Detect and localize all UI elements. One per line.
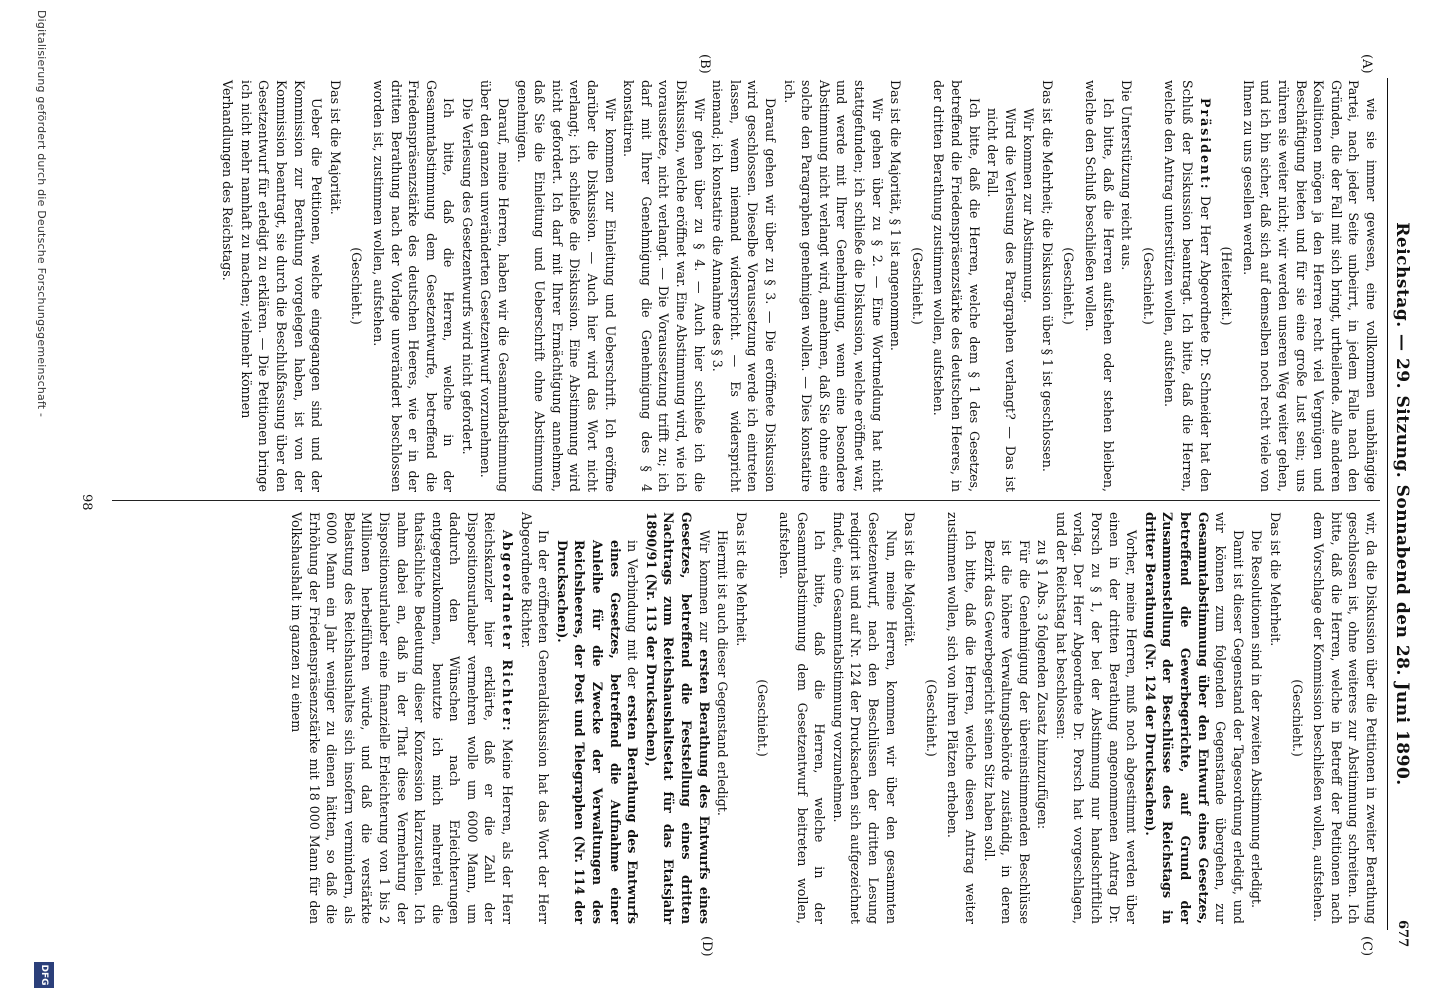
margin-mark-a: (A) (1359, 54, 1374, 74)
paragraph-text: Wird die Verlesung des Paragraphen verlangt? — Das ist nicht der Fall. (985, 108, 1018, 492)
paragraph-text: In der eröffneten Generaldiskussion hat das Wort der Herr Abgeordnete Richter. (518, 512, 552, 924)
paragraph (901, 512, 919, 924)
dfg-logo: DFG (34, 962, 54, 988)
page-number-top: 677 (1395, 920, 1410, 948)
paragraph (922, 512, 940, 924)
paragraph-text: Darauf, meine Herren, haben wir die Gesammtabstimmung über den ganzen unveränderten Gesetzentwurf vorzunehmen. (478, 80, 512, 492)
paragraph-text: Ich bitte, daß die Herren aufstehen oder stehen bleiben, welche den Schluß beschließen wollen. (1083, 80, 1116, 492)
paragraph-text: Das ist die Mehrheit; die Diskussion über § 1 ist geschlossen. (1039, 80, 1055, 472)
paragraph-text: Das ist die Majorität. (902, 512, 918, 647)
paragraph (642, 512, 712, 924)
margin-mark-d: (D) (699, 936, 714, 957)
paragraph-text: Die Resolutionen sind in der zweiten Abstimmung erledigt. (1249, 530, 1265, 908)
paragraph-text: (Geschieht.) (1061, 247, 1077, 325)
paragraph-text: (Heiterkeit.) (1219, 246, 1235, 326)
paragraph-text: (Geschieht.) (1140, 247, 1156, 325)
paragraph (1020, 80, 1038, 492)
paragraph-text: Ueber die Petitionen, welche eingegangen sind und der Kommission zur Berathung vorgelegen haben, ist von der Kommission beantragt, sie durch die Beschlußfassung über den Gesetzentwurf für erledigt zu erklären. — Die Petitionen bringe ich nicht mehr namhaft zu machen; vielmehr können (238, 80, 325, 492)
margin-mark-b: (B) (697, 54, 712, 74)
paragraph-text: Vorher, meine Herren, muß noch abgestimmt werden über einen in der dritten Berathung angenommenen Antrag Dr. Porsch zu § 1, der bei der Abstimmung nur handschriftlich vorlag. Der Herr Abgeordnete Dr. Porsch hat vorgeschlagen, und der Reichstag hat beschlossen: (1053, 512, 1140, 924)
paragraph (1239, 80, 1380, 492)
paragraph (1248, 512, 1266, 924)
paragraph-text: Wir kommen zur Einleitung und Ueberschrift. Ich eröffne darüber die Diskussion. — Auch hier wird das Wort nicht verlangt; ich schließe die Diskussion. Eine Abstimmung wird nicht gefordert. Ich darf mit Ihrer Ermächtigung annehmen, daß Sie die Einleitung und Ueberschrift ohne Abstimmung genehmigen. (514, 80, 618, 492)
speaker-name: Präsident: (1197, 98, 1213, 191)
paragraph (348, 80, 366, 492)
paragraph (1288, 512, 1306, 924)
page-header (1387, 78, 1414, 930)
paragraph (887, 80, 905, 492)
paragraph (1038, 80, 1056, 492)
paragraph (1034, 512, 1052, 924)
paragraph (1310, 512, 1380, 924)
paragraph-text: Ich bitte, daß die Herren, welche in der Gesammtabstimmung dem Gesetzentwurf beitreten wollen, aufstehen. (777, 512, 828, 924)
bold-agenda-item: ersten Berathung des Entwurfs eines Gesetzes, betreffend die Aufnahme einer Anleihe für die Zwecke der Verwaltungen des Reichsheeres, der Post und Telegraphen (Nr. 114 der Drucksachen). (554, 540, 641, 924)
paragraph-text: Die Verlesung des Gesetzentwurfs wird nicht gefordert. (459, 98, 475, 455)
paragraph-text: Wir kommen zur (696, 530, 712, 643)
paragraph-text: in Verbindung mit der (625, 540, 641, 689)
paragraph (980, 512, 1033, 924)
paragraph-text: Ich bitte, daß die Herren, welche diesen Antrag weiter zustimmen wollen, sich von ihren Plätzen erheben. (945, 512, 978, 924)
paragraph (219, 80, 237, 492)
paragraph-text: Ich bitte, daß die Herren, welche in der Gesammtabstimmung dem Gesetzentwurfe, betreffend die Friedenspräsenzstärke des deutschen Heeres, wie er in der dritten Berathung nach der Vorlage unverändert beschlossen worden ist, zustimmen wollen, aufstehen. (370, 80, 457, 492)
paragraph (930, 80, 983, 492)
paragraph-text: Meine Herren, als der Herr Reichskanzler hier erklärte, daß er die Zahl der Dispositionsurlauber vermehren wolle um 6000 Mann, um dadurch den Wünschen nach Erleichterungen entgegenzukommen, benutzte ich mich mehrerlei die thatsächliche Bedeutung dieser Konzession klarzustellen. Ich nahm dabei an, daß in der That diese Vermehrung der Dispositionsurlauber eine finanzielle Erleichterung von 1 bis 2 Millionen herbeiführen würde, und daß die verstärkte Belastung des Reichshaushaltes sich insofern vermindern, als 6000 Mann ein Jahr weniger zu dienen hätten, so daß die Erhöhung der Friedenspräsenzstärke mit 18 000 Mann für den Volkshaushalt im ganzen zu einem (288, 512, 516, 924)
paragraph-text: Wir gehen über zu § 2. — Eine Wortmeldung hat nicht stattgefunden; ich schließe die Diskussion, welche eröffnet war, und werde mit Ihrer Genehmigung, wenn eine besondere Abstimmung nicht verlangt wird, annehmen, daß Sie ohne eine solche den Paragraphen genehmigen wollen. — Dies konstatire ich. (781, 80, 885, 492)
paragraph (326, 80, 344, 492)
footer-page-number: 98 (79, 494, 94, 511)
paragraph (908, 80, 926, 492)
paragraph-text: Wir kommen zur Abstimmung. (1021, 108, 1037, 304)
header-title: Reichstag. — 29. Sitzung. Sonnabend den 28. Juni 1890. (1392, 222, 1412, 786)
paragraph-text: (Geschieht.) (349, 247, 365, 325)
paragraph-text: (Geschieht.) (909, 247, 925, 325)
paragraph-text: wie sie immer gewesen, eine vollkommen unabhängige Partei, nach jeder Seite unbeirrt, in jedem Falle nach den Gründen, die der Fall mit sich bringt, urtheilende. Alle anderen Koalitionen mögen ja den Herren recht viel Vergnügen und Beschäftigung bieten und für sie eine große Lust sein; uns rühren sie weiter nicht; wir werden unseren Weg weiter gehen, und ich bin sicher, daß sich auf demselben noch recht viele von Ihnen zu uns gesellen werden. (1240, 80, 1379, 492)
paragraph-text: wir, da die Diskussion über die Petitionen in zweiter Berathung geschlossen ist, ohne weiteres zur Abstimmung schreiten. Ich bitte, daß die Herren, welche in Betreff der Petitionen nach dem Vorschlage der Kommission beschließen wollen, aufstehen. (1311, 512, 1379, 924)
paragraph (1141, 512, 1247, 924)
bold-agenda-item: Gesammtabstimmung über den Entwurf eines Gesetzes, betreffend die Gewerbegerichte, auf Grund der Zusammenstellung der Beschlüsse des Reichstags in dritter Berathung (Nr. 124 der Drucksachen). (1142, 512, 1211, 924)
paragraph (1060, 80, 1078, 492)
paragraph (477, 80, 512, 492)
margin-mark-c: (C) (1359, 936, 1374, 957)
paragraph-text: zu § 1 Abs. 3 folgenden Zusatz hinzuzufügen: (1035, 540, 1051, 830)
paragraph (944, 512, 979, 924)
paragraph (1161, 80, 1214, 492)
paragraph (1082, 80, 1117, 492)
paragraph-text: Hiermit ist auch dieser Gegenstand erledigt. (715, 530, 731, 816)
paragraph-text: Die Unterstützung reicht aus. (1119, 80, 1135, 271)
paragraph (1139, 80, 1157, 492)
paragraph-text: Nun, meine Herren, kommen wir über den gesammten Gesetzentwurf, nach den Beschlüssen der dritten Lesung redigirt ist und auf Nr. 124 der Drucksachen sich aufgezeichnet findet, eine Gesammtabstimmung vorzunehmen. (830, 512, 899, 924)
paragraph (458, 80, 476, 492)
paragraph (237, 80, 325, 492)
paragraph (754, 512, 772, 924)
paragraph-text: Damit ist dieser Gegenstand der Tagesordnung erledigt, und wir können zum folgenden Gegenstande übergehen, zur (1213, 512, 1246, 924)
paragraph-text: (Geschieht.) (923, 679, 939, 757)
paragraph (709, 80, 779, 492)
paragraph (714, 512, 732, 924)
paragraph-text: (Geschieht.) (1289, 679, 1305, 757)
paragraph (553, 512, 641, 924)
paragraph (775, 512, 828, 924)
paragraph-text: Wir gehen über zu § 4. — Auch hier schließe ich die Diskussion, welche eröffnet war. Eine Abstimmung wird, wie ich voraussetze, nicht verlangt. — Die Voraussetzung trifft zu; ich darf mit Ihrer Genehmigung die Genehmigung des § 4 konstatiren. (621, 80, 707, 492)
paragraph (513, 80, 619, 492)
speaker-name: Abgeordneter Richter: (500, 530, 516, 733)
paragraph (1218, 80, 1236, 492)
right-column (286, 512, 1380, 924)
paragraph-text: Verhandlungen des Reichstags. (220, 80, 236, 281)
paragraph-text: Das ist die Majorität, § 1 ist angenommen. (888, 80, 904, 351)
paragraph (287, 512, 516, 924)
paragraph-text: (Geschieht.) (755, 679, 771, 757)
paragraph (829, 512, 899, 924)
paragraph (1266, 512, 1284, 924)
paragraph (517, 512, 552, 924)
paragraph (369, 80, 457, 492)
paragraph (1118, 80, 1136, 492)
column-divider (112, 500, 1380, 501)
paragraph-text: Der Herr Abgeordnete Dr. Schneider hat den Schluß der Diskussion beantragt. Ich bitte, daß die Herren, welche den Antrag unterstützen wollen, aufstehen. (1162, 80, 1213, 492)
left-column (218, 80, 1380, 492)
paragraph-text: Das ist die Majorität. (327, 80, 343, 215)
paragraph-text: Ich bitte, daß die Herren, welche dem § 1 des Gesetzes, betreffend die Friedenspräsenzstärke des deutschen Heeres, in der dritten Berathung zustimmen wollen, aufstehen. (931, 80, 982, 492)
paragraph-text: Für die Genehmigung der übereinstimmenden Beschlüsse ist die höhere Verwaltungsbehörde zuständig, in deren Bezirk das Gewerbegericht seinen Sitz haben soll. (981, 540, 1032, 924)
paragraph (732, 512, 750, 924)
paragraph (620, 80, 708, 492)
paragraph-text: Das ist die Mehrheit. (1268, 512, 1284, 647)
bold-agenda-item: ersten Berathung des Entwurfs eines Gesetzes, betreffend die Feststellung eines dritten Nachtrags zum Reichshaushaltsetat für das Etatsjahr 1890/91 (Nr. 113 der Drucksachen), (643, 512, 712, 924)
paragraph (1052, 512, 1140, 924)
digitization-credit: Digitalisierung gefördert durch die Deutsche Forschungsgemeinschaft - (35, 10, 48, 418)
paragraph (984, 80, 1019, 492)
paragraph-text: Darauf gehen wir über zu § 3. — Die eröffnete Diskussion wird geschlossen. Dieselbe Voraussetzung werde ich eintreten lassen, wenn niemand widerspricht. — Es widerspricht niemand; ich konstatire die Annahme des § 3. (710, 80, 778, 492)
paragraph-text: Das ist die Mehrheit. (733, 512, 749, 647)
paragraph (780, 80, 886, 492)
